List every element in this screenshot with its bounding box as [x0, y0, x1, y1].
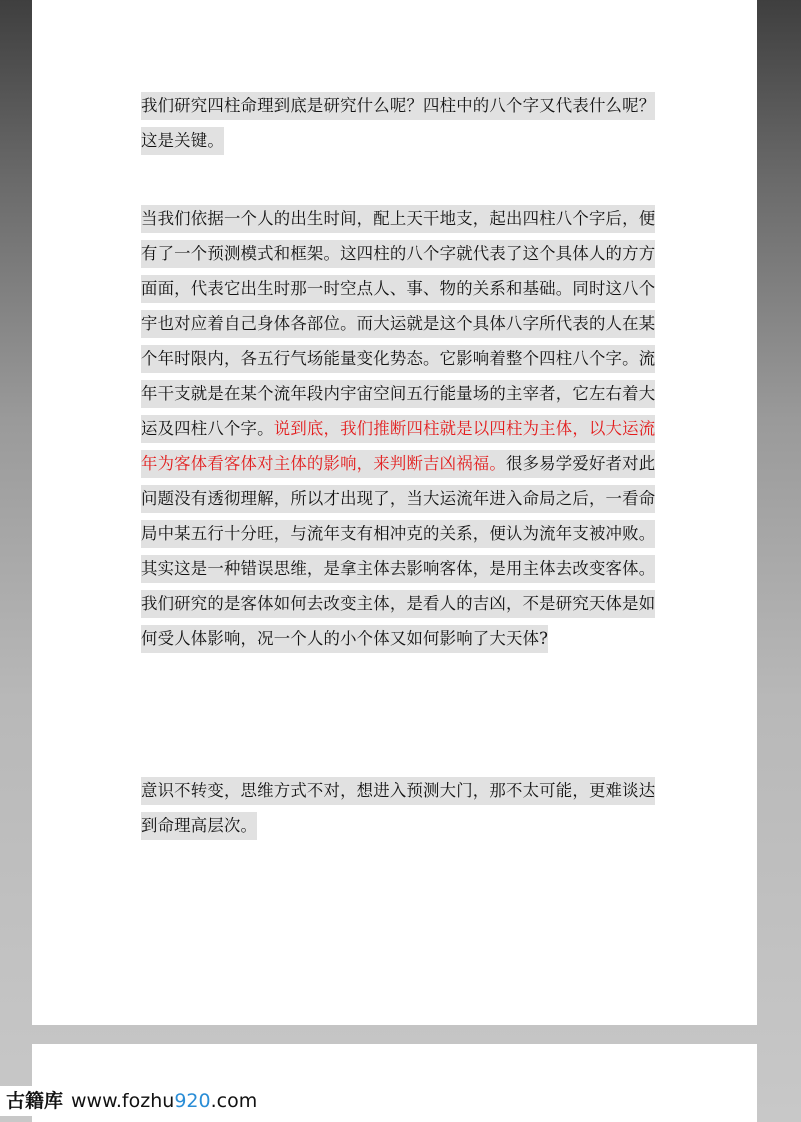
paragraph-3 — [141, 773, 661, 843]
paragraph-3-text: 意识不转变，思维方式不对，想进入预测大门，那不太可能，更难谈达到命理高层次。 — [141, 777, 655, 840]
site-watermark — [0, 1086, 260, 1116]
watermark-url-accent: 920 — [174, 1090, 211, 1112]
paragraph-2 — [141, 201, 661, 656]
paragraph-2-text-before: 当我们依据一个人的出生时间，配上天干地支，起出四柱八个字后，便有了一个预测模式和框架。这四柱的八个字就代表了这个具体人的方方面面，代表它出生时那一时空点人、事、物的关系和基础。同时这八个宇也对应着自己身体各部位。而大运就是这个具体八字所代表的人在某个年时限内，各五行气场能量变化势态。它影响着整个四柱八个字。流年干支就是在某个流年段内宇宙空间五行能量场的主宰者，它左右着大运及四柱八个字。 — [141, 205, 655, 443]
watermark-brand: 古籍库 — [6, 1090, 64, 1112]
paragraph-2-text-after: 很多易学爱好者对此问题没有透彻理解，所以才出现了，当大运流年进入命局之后，一看命局中某五行十分旺，与流年支有相冲克的关系，便认为流年支被冲败。其实这是一种错误思维，是拿主体去影响客体，是用主体去改变客体。我们研究的是客体如何去改变主体，是看人的吉凶，不是研究天体是如何受人体影响，况一个人的小个体又如何影响了大天体? — [141, 450, 655, 653]
paragraph-1 — [141, 88, 661, 158]
paragraph-2-highlighted-text: 说到底，我们推断四柱就是以四柱为主体，以大运流年为客体看客体对主体的影响，来判断吉凶祸福。 — [141, 415, 655, 478]
paragraph-1-text: 我们研究四柱命理到底是研究什么呢？四柱中的八个字又代表什么呢？这是关键。 — [141, 92, 655, 155]
watermark-url-suffix: .com — [210, 1090, 258, 1112]
watermark-url-prefix: www.fozhu — [71, 1090, 175, 1112]
